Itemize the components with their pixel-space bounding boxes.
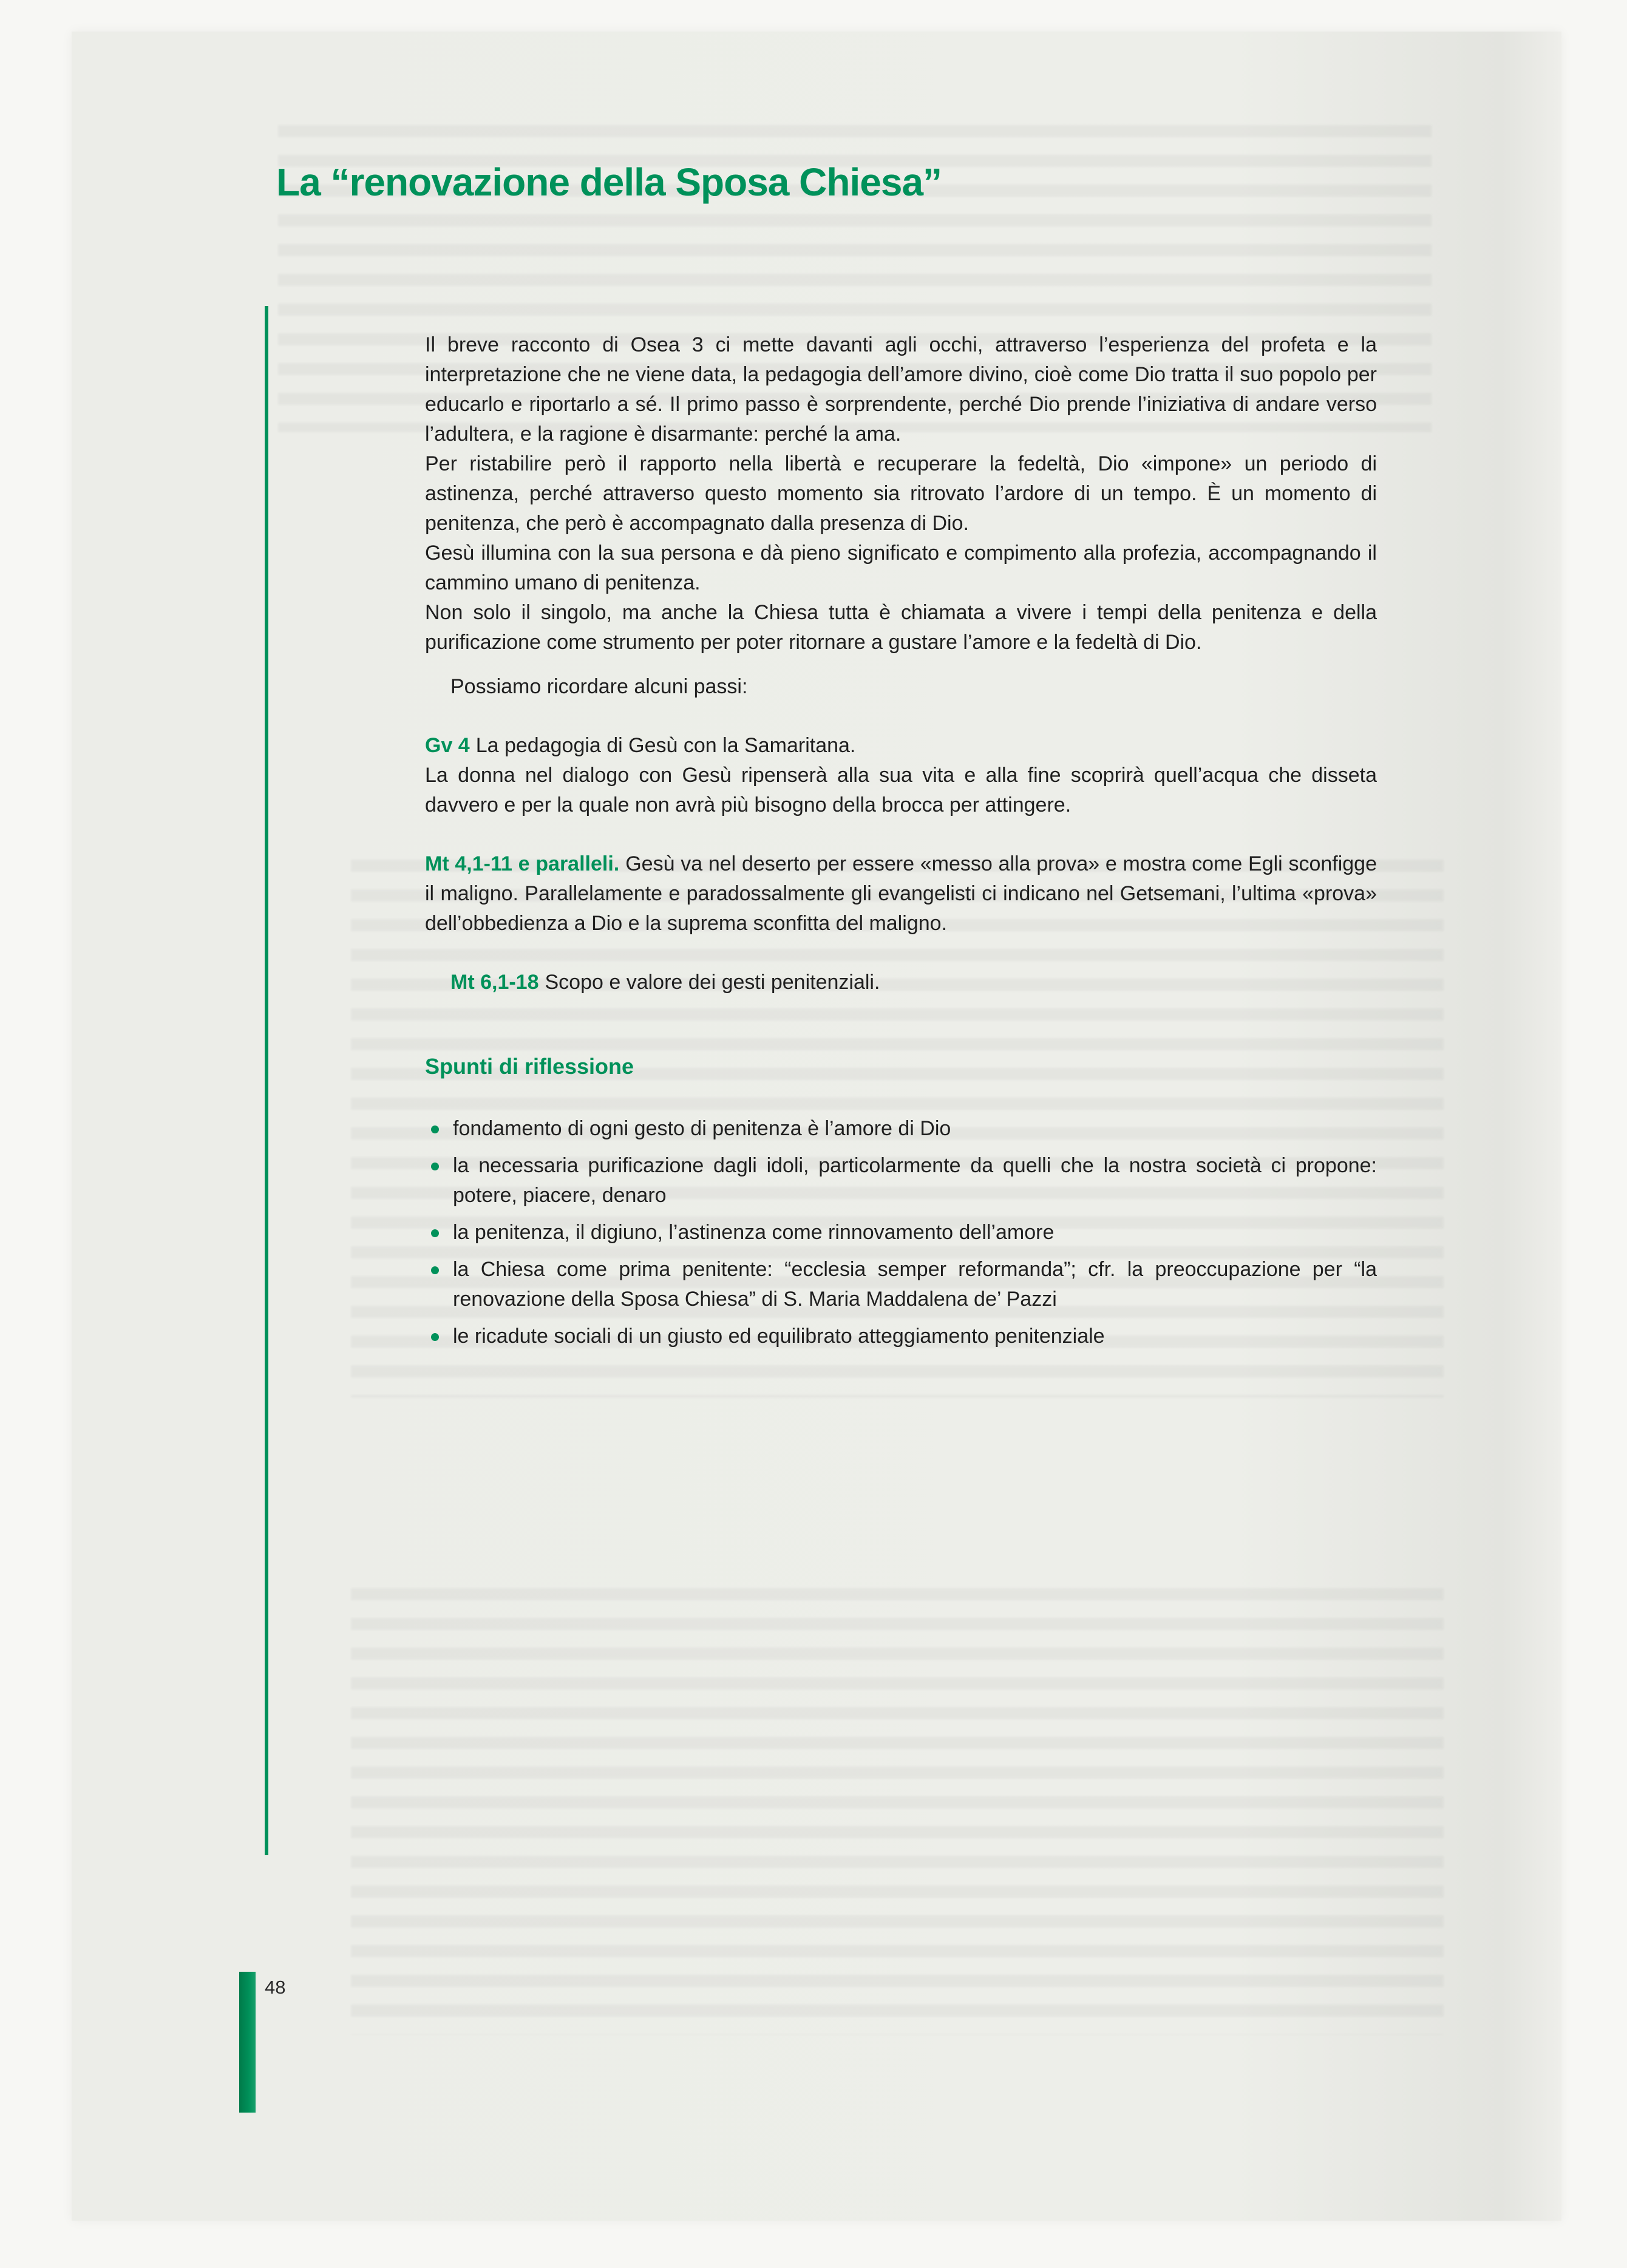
scripture-ref-gv4: Gv 4 [425, 734, 470, 757]
bullet-item: la penitenza, il digiuno, l’astinenza come rinnovamento dell’amore [425, 1218, 1377, 1248]
bullet-item: le ricadute sociali di un giusto ed equilibrato atteggiamento penitenziale [425, 1322, 1377, 1351]
reflection-bullet-list [425, 1114, 1377, 1351]
passage-mt6 [425, 968, 1377, 997]
passage-mt4-text: Gesù va nel deserto per essere «messo alla prova» e mostra come Egli sconfigge il maligno. Parallelamente e paradossalmente gli evangelisti ci indicano nel Getsemani, l’ultima «prova» dell’obbedienza a Dio e la suprema sconfitta del maligno. [425, 852, 1377, 935]
green-page-bar [239, 1972, 256, 2113]
green-left-rule [265, 306, 268, 1855]
section-heading: Spunti di riflessione [425, 1054, 634, 1079]
scripture-ref-mt4: Mt 4,1-11 e paralleli. [425, 852, 620, 875]
page-number: 48 [265, 1977, 286, 1998]
body-paragraph-1: Il breve racconto di Osea 3 ci mette davanti agli occhi, attraverso l’esperienza del profeta e la interpretazione che ne viene data, la pedagogia dell’amore divino, cioè come Dio tratta il suo popolo per educarlo e riportarlo a sé. Il primo passo è sorprendente, perché Dio prende l’iniziativa di andare verso l’adultera, e la ragione è disarmante: perché la ama. [425, 333, 1377, 446]
book-page [72, 32, 1561, 2221]
passage-gv4-body: La donna nel dialogo con Gesù ripenserà alla sua vita e alla fine scoprirà quell’acqua che disseta davvero e per la quale non avrà più bisogno della brocca per attingere. [425, 764, 1377, 817]
body-paragraph-2: Per ristabilire però il rapporto nella libertà e recuperare la fedeltà, Dio «impone» un periodo di astinenza, perché attraverso questo momento sia ritrovato l’ardore di un tempo. È un momento di penitenza, che però è accompagnato dalla presenza di Dio. [425, 452, 1377, 535]
body-paragraph-4: Non solo il singolo, ma anche la Chiesa tutta è chiamata a vivere i tempi della penitenza e della purificazione come strumento per poter ritornare a gustare l’amore e la fedeltà di Dio. [425, 601, 1377, 654]
passage-mt4 [425, 849, 1377, 939]
bullet-item: fondamento di ogni gesto di penitenza è l’amore di Dio [425, 1114, 1377, 1144]
body-paragraph-3: Gesù illumina con la sua persona e dà pieno significato e compimento alla profezia, accompagnando il cammino umano di penitenza. [425, 542, 1377, 594]
passage-mt6-text: Scopo e valore dei gesti penitenziali. [545, 971, 880, 994]
intro-line: Possiamo ricordare alcuni passi: [450, 675, 748, 698]
bullet-item: la Chiesa come prima penitente: “ecclesia semper reformanda”; cfr. la preoccupazione per “la renovazione della Sposa Chiesa” di S. Maria Maddalena de’ Pazzi [425, 1255, 1377, 1314]
bullet-item: la necessaria purificazione dagli idoli, particolarmente da quelli che la nostra società ci propone: potere, piacere, denaro [425, 1151, 1377, 1210]
passage-gv4-lead: La pedagogia di Gesù con la Samaritana. [475, 734, 856, 757]
bleedthrough-ghost-text [351, 1580, 1444, 2035]
page-title: La “renovazione della Sposa Chiesa” [276, 160, 942, 204]
scripture-ref-mt6: Mt 6,1-18 [450, 971, 539, 994]
passage-gv4-heading [425, 731, 1377, 761]
text-column [425, 330, 1377, 1359]
